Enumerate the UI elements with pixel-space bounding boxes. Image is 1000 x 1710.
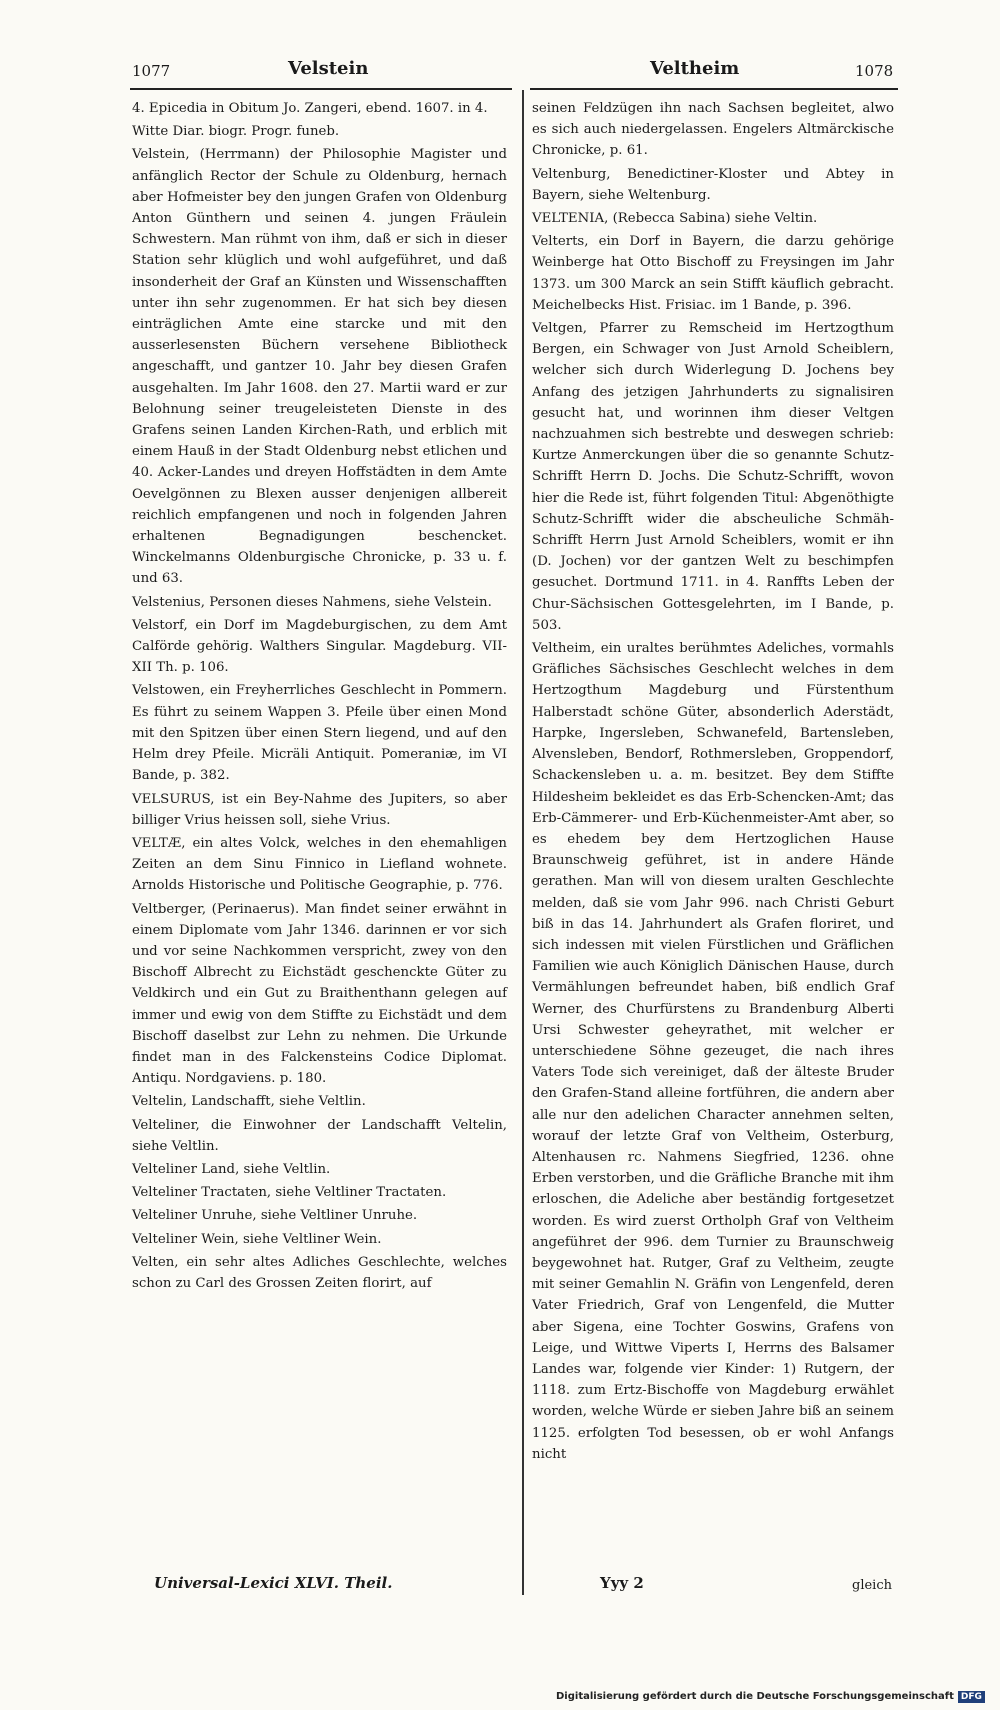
entry: seinen Feldzügen ihn nach Sachsen begleitet, alwo es sich auch niedergelassen. Engelers Altmärckische Chronicke, p. 61. <box>532 101 894 159</box>
entry: Velstein, (Herrmann) der Philosophie Magister und anfänglich Rector der Schule zu Oldenburg, hernach aber Hofmeister bey den jungen Grafen von Oldenburg Anton Günthern und seinen 4. jungen Fräulein Schwestern. Man rühmt von ihm, daß er sich in dieser Station sehr klüglich und wohl aufgeführet, und daß insonderheit der Graf an Künsten und Wissenschafften unter ihn sehr zugenommen. Er hat sich bey diesen einträglichen Amte eine starcke und mit den ausserlesensten Büchern versehene Bibliotheck angeschafft, und gantzer 10. Jahr bey diesen Grafen ausgehalten. Im Jahr 1608. den 27. Martii ward er zur Belohnung seiner treugeleisteten Dienste in des Grafens seinen Landen Kirchen-Rath, und erblich mit einem Hauß in der Stadt Oldenburg nebst etlichen und 40. Acker-Landes und dreyen Hoffstädten in dem Amte Oevelgönnen zu Blexen ausser denjenigen allbereit reichlich empfangenen und noch in folgenden Jahren erhaltenen Begnadigungen beschencket. Winckelmanns Oldenburgische Chronicke, p. 33 u. f. und 63. <box>132 147 507 587</box>
digitization-credit <box>556 1691 985 1703</box>
entry: Velstorf, ein Dorf im Magdeburgischen, zu dem Amt Calförde gehörig. Walthers Singular. Magdeburg. VII-XII Th. p. 106. <box>132 617 507 676</box>
header-rule-right <box>530 88 898 90</box>
catchword: gleich <box>852 1578 892 1593</box>
entry: Velteliner Wein, siehe Veltliner Wein. <box>132 1231 382 1247</box>
entry: Veltberger, (Perinaerus). Man findet seiner erwähnt in einem Diplomate vom Jahr 1346. darinnen er vor sich und vor seine Nachkommen verspricht, zwey von den Bischoff Albrecht zu Eichstädt geschenckte Güter zu Veldkirch und ein Gut zu Braithenthann gelegen auf immer und ewig von dem Stiffte zu Eichstädt und dem Bischoff daselbst zur Lehn zu nehmen. Die Urkunde findet man in des Falckensteins Codice Diplomat. Antiqu. Nordgaviens. p. 180. <box>132 901 507 1087</box>
entry: Veltgen, Pfarrer zu Remscheid im Hertzogthum Bergen, ein Schwager von Just Arnold Scheiblern, welcher sich durch Widerlegung D. Jochens bey Anfang des jetzigen Jahrhunderts zu signalisiren gesucht hat, und worinnen ihm dieser Veltgen nachzuahmen sich bestrebte und deswegen schrieb: Kurtze Anmerckungen über die so genannte Schutz-Schrifft Herrn D. Jochs. Die Schutz-Schrifft, wovon hier die Rede ist, führt folgenden Titul: Abgenöthigte Schutz-Schrifft wider die abscheuliche Schmäh-Schrifft Herrn Just Arnold Scheiblers, womit er ihn (D. Jochen) vor der gantzen Welt zu beschimpfen gesuchet. Dortmund 1711. in 4. Ranffts Leben der Chur-Sächsischen Gottesgelehrten, im I Bande, p. 503. <box>532 321 894 633</box>
running-headword-right: Veltheim <box>650 58 740 79</box>
entry: 4. Epicedia in Obitum Jo. Zangeri, ebend. 1607. in 4. <box>132 101 488 116</box>
entry: Witte Diar. biogr. Progr. funeb. <box>132 124 340 140</box>
entry: VELSURUS, ist ein Bey-Nahme des Jupiters, so aber billiger Vrius heissen soll, siehe Vrius. <box>132 791 507 828</box>
credit-text: Digitalisierung gefördert durch die Deutsche Forschungsgemeinschaft <box>556 1691 954 1702</box>
entry: Velteliner Land, siehe Veltlin. <box>132 1161 331 1177</box>
dfg-logo: DFG <box>958 1691 985 1703</box>
right-column <box>532 96 894 1465</box>
left-column <box>132 96 507 1294</box>
entry: Velten, ein sehr altes Adliches Geschlechte, welches schon zu Carl des Grossen Zeiten florirt, auf <box>132 1254 507 1291</box>
running-headword-left: Velstein <box>288 58 369 79</box>
entry: Velteliner, die Einwohner der Landschafft Veltelin, siehe Veltlin. <box>132 1117 507 1154</box>
header-rule-left <box>130 88 512 90</box>
entry: Veltheim, ein uraltes berühmtes Adeliches, vormahls Gräfliches Sächsisches Geschlecht welches in dem Hertzogthum Magdeburg und Fürstenthum Halberstadt schöne Güter, absonderlich Aderstädt, Harpke, Ingersleben, Schwanefeld, Bartensleben, Alvensleben, Bendorf, Rothmersleben, Groppendorf, Schackensleben u. a. m. besitzet. Bey dem Stiffte Hildesheim bekleidet es das Erb-Schencken-Amt; das Erb-Cämmerer- und Erb-Küchenmeister-Amt aber, so es ehedem bey dem Hertzoglichen Hause Braunschweig geführet, ist in andere Hände gerathen. Man will von diesem uralten Geschlechte melden, daß sie vom Jahr 996. nach Christi Geburt biß in das 14. Jahrhundert als Grafen floriret, und sich indessen mit vielen Fürstlichen und Gräflichen Familien wie auch Königlich Dänischen Hause, durch Vermählungen befreundet haben, biß endlich Graf Werner, des Churfürstens zu Brandenburg Alberti Ursi Schwester geheyrathet, mit welcher er unterschiedene Söhne gezeuget, die nach ihres Vaters Tode sich vereiniget, daß der älteste Bruder den Grafen-Stand alleine fortführen, die andern aber alle nur den adelichen Character annehmen selten, worauf der letzte Graf von Veltheim, Osterburg, Altenhausen rc. Nahmens Siegfried, 1236. ohne Erben verstorben, und die Gräfliche Branche mit ihm erloschen, die Adeliche aber beständig fortgesetzet worden. Es wird zuerst Ortholph Graf von Veltheim angeführet der 996. dem Turnier zu Braunschweig beygewohnet hat. Rutger, Graf zu Veltheim, zeugte mit seiner Gemahlin N. Gräfin von Lengenfeld, deren Vater Friedrich, Graf von Lengenfeld, die Mutter aber Sigena, eine Tochter Goswins, Grafens von Leige, und Wittwe Viperts I, Herrns des Balsamer Landes war, folgende vier Kinder: 1) Rutgern, der 1118. zum Ertz-Bischoffe von Magdeburg erwählet worden, welche Würde er sieben Jahre biß an seinem 1125. erfolgten Tod besessen, ob er wohl Anfangs nicht <box>532 641 894 1462</box>
entry: Velteliner Tractaten, siehe Veltliner Tractaten. <box>132 1185 447 1201</box>
entry: Velteliner Unruhe, siehe Veltliner Unruhe. <box>132 1208 418 1224</box>
entry: Velstowen, ein Freyherrliches Geschlecht in Pommern. Es führt zu seinem Wappen 3. Pfeile über einen Mond mit den Spitzen über einen Stern liegend, und auf den Helm drey Pfeile. Micräli Antiquit. Pomeraniæ, im VI Bande, p. 382. <box>132 683 507 784</box>
entry: VELTÆ, ein altes Volck, welches in den ehemahligen Zeiten an dem Sinu Finnico in Liefland wohnete. Arnolds Historische und Politische Geographie, p. 776. <box>132 835 507 894</box>
page-number-right: 1078 <box>855 62 894 80</box>
column-divider <box>522 90 524 1595</box>
signature-mark: Yyy 2 <box>600 1574 644 1592</box>
entry: Veltelin, Landschafft, siehe Veltlin. <box>132 1094 366 1110</box>
page-number-left: 1077 <box>132 62 171 80</box>
entry: Velstenius, Personen dieses Nahmens, siehe Velstein. <box>132 594 492 610</box>
entry: VELTENIA, (Rebecca Sabina) siehe Veltin. <box>532 211 818 227</box>
entry: Veltenburg, Benedictiner-Kloster und Abtey in Bayern, siehe Weltenburg. <box>532 166 894 203</box>
volume-footer: Universal-Lexici XLVI. Theil. <box>154 1574 393 1592</box>
entry: Velterts, ein Dorf in Bayern, die darzu gehörige Weinberge hat Otto Bischoff zu Freysingen im Jahr 1373. um 300 Marck an sein Stifft käuflich gebracht. Meichelbecks Hist. Frisiac. im 1 Bande, p. 396. <box>532 234 894 313</box>
